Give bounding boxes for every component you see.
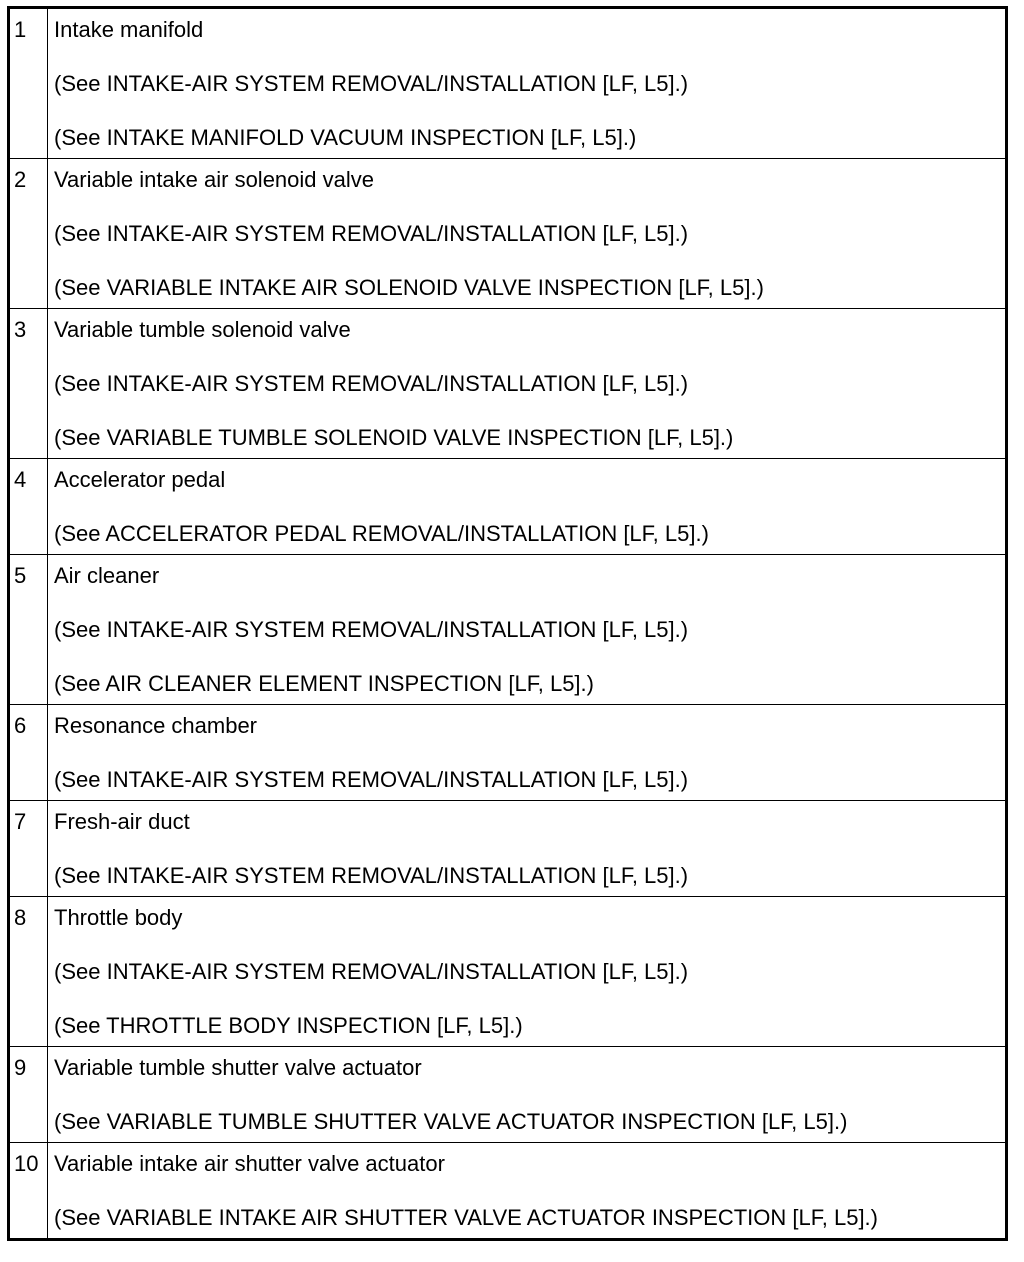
- reference-link[interactable]: (See INTAKE-AIR SYSTEM REMOVAL/INSTALLATION [LF, L5].): [54, 617, 689, 642]
- row-number-cell: [9, 1143, 48, 1240]
- component-name: Variable tumble shutter valve actuator: [54, 1055, 422, 1080]
- row-content-cell: [48, 459, 1007, 555]
- table-row: [9, 897, 1007, 1047]
- component-name: Fresh-air duct: [54, 809, 190, 834]
- row-number: 7: [14, 809, 27, 834]
- table-row: [9, 8, 1007, 159]
- row-number-cell: [9, 897, 48, 1047]
- row-content-cell: [48, 8, 1007, 159]
- row-number: 6: [14, 713, 27, 738]
- row-content-cell: [48, 159, 1007, 309]
- reference-link[interactable]: (See VARIABLE TUMBLE SHUTTER VALVE ACTUATOR INSPECTION [LF, L5].): [54, 1109, 848, 1134]
- reference-link[interactable]: (See INTAKE-AIR SYSTEM REMOVAL/INSTALLATION [LF, L5].): [54, 371, 689, 396]
- table-row: [9, 705, 1007, 801]
- table-row: [9, 801, 1007, 897]
- component-name: Variable intake air shutter valve actuator: [54, 1151, 445, 1176]
- row-number-cell: [9, 705, 48, 801]
- row-content-cell: [48, 1143, 1007, 1240]
- row-content-cell: [48, 801, 1007, 897]
- row-content-cell: [48, 309, 1007, 459]
- reference-link[interactable]: (See INTAKE-AIR SYSTEM REMOVAL/INSTALLATION [LF, L5].): [54, 221, 689, 246]
- reference-link[interactable]: (See ACCELERATOR PEDAL REMOVAL/INSTALLATION [LF, L5].): [54, 521, 709, 546]
- table-row: [9, 309, 1007, 459]
- component-name: Intake manifold: [54, 17, 204, 42]
- reference-link[interactable]: (See INTAKE MANIFOLD VACUUM INSPECTION [LF, L5].): [54, 125, 637, 150]
- row-number-cell: [9, 801, 48, 897]
- reference-link[interactable]: (See INTAKE-AIR SYSTEM REMOVAL/INSTALLATION [LF, L5].): [54, 959, 689, 984]
- component-name: Air cleaner: [54, 563, 160, 588]
- row-number: 3: [14, 317, 27, 342]
- row-number: 5: [14, 563, 27, 588]
- reference-link[interactable]: (See VARIABLE TUMBLE SOLENOID VALVE INSPECTION [LF, L5].): [54, 425, 734, 450]
- row-number-cell: [9, 1047, 48, 1143]
- table-row: [9, 459, 1007, 555]
- row-number: 10: [14, 1151, 39, 1176]
- row-number: 1: [14, 17, 27, 42]
- row-number-cell: [9, 555, 48, 705]
- table-row: [9, 1143, 1007, 1240]
- reference-link[interactable]: (See INTAKE-AIR SYSTEM REMOVAL/INSTALLATION [LF, L5].): [54, 767, 689, 792]
- row-number-cell: [9, 309, 48, 459]
- table-row: [9, 1047, 1007, 1143]
- component-table: [7, 6, 1008, 1241]
- reference-link[interactable]: (See THROTTLE BODY INSPECTION [LF, L5].): [54, 1013, 523, 1038]
- reference-link[interactable]: (See AIR CLEANER ELEMENT INSPECTION [LF, L5].): [54, 671, 594, 696]
- row-number: 8: [14, 905, 27, 930]
- row-number: 4: [14, 467, 27, 492]
- component-name: Variable tumble solenoid valve: [54, 317, 351, 342]
- row-number: 9: [14, 1055, 27, 1080]
- row-content-cell: [48, 705, 1007, 801]
- component-name: Variable intake air solenoid valve: [54, 167, 374, 192]
- row-number-cell: [9, 159, 48, 309]
- row-number-cell: [9, 459, 48, 555]
- reference-link[interactable]: (See INTAKE-AIR SYSTEM REMOVAL/INSTALLATION [LF, L5].): [54, 863, 689, 888]
- component-name: Accelerator pedal: [54, 467, 226, 492]
- row-number-cell: [9, 8, 48, 159]
- table-row: [9, 159, 1007, 309]
- row-content-cell: [48, 897, 1007, 1047]
- reference-link[interactable]: (See INTAKE-AIR SYSTEM REMOVAL/INSTALLATION [LF, L5].): [54, 71, 689, 96]
- table-row: [9, 555, 1007, 705]
- component-name: Throttle body: [54, 905, 183, 930]
- component-name: Resonance chamber: [54, 713, 258, 738]
- row-number: 2: [14, 167, 27, 192]
- row-content-cell: [48, 555, 1007, 705]
- reference-link[interactable]: (See VARIABLE INTAKE AIR SOLENOID VALVE INSPECTION [LF, L5].): [54, 275, 764, 300]
- reference-link[interactable]: (See VARIABLE INTAKE AIR SHUTTER VALVE ACTUATOR INSPECTION [LF, L5].): [54, 1205, 878, 1230]
- row-content-cell: [48, 1047, 1007, 1143]
